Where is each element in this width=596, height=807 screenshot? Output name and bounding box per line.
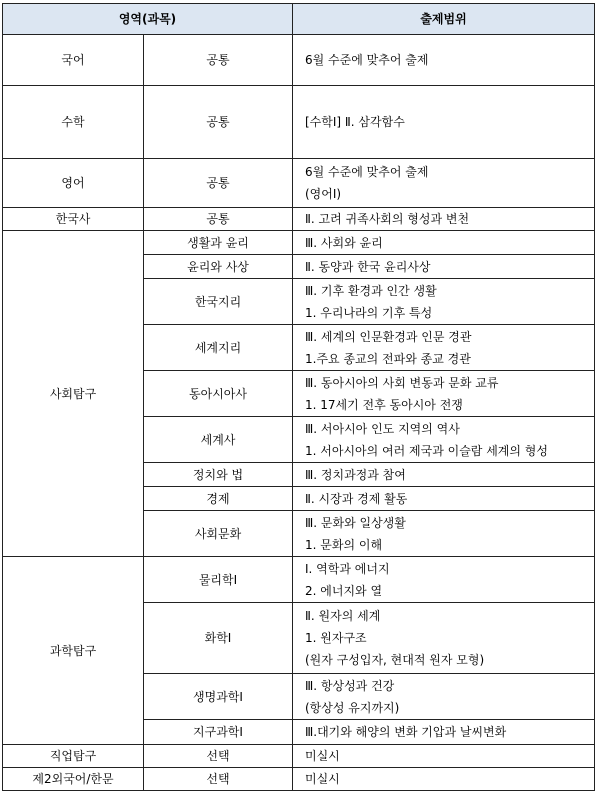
table-row (3, 557, 595, 603)
subject-cell: 공통 (144, 35, 293, 86)
subject-cell: 공통 (144, 208, 293, 231)
table-row (3, 159, 595, 208)
scope-cell (293, 511, 595, 557)
subject-cell: 지구과학Ⅰ (144, 720, 293, 745)
scope-line: Ⅲ. 기후 환경과 인간 생활 (305, 283, 437, 298)
scope-cell (293, 35, 595, 86)
scope-line: [수학Ⅰ] Ⅱ. 삼각함수 (305, 115, 405, 129)
subject-cell: 동아시아사 (144, 371, 293, 417)
scope-line: 6월 수준에 맞추어 출제 (305, 53, 429, 67)
scope-line: (영어Ⅰ) (305, 187, 342, 201)
scope-line: Ⅱ. 고려 귀족사회의 형성과 변천 (305, 212, 470, 226)
scope-line: Ⅱ. 동양과 한국 윤리사상 (305, 259, 431, 274)
header-scope: 출제범위 (293, 4, 595, 35)
scope-cell (293, 487, 595, 511)
subject-cell: 사회문화 (144, 511, 293, 557)
scope-cell (293, 86, 595, 159)
scope-line: Ⅲ. 서아시아 인도 지역의 역사 (305, 421, 460, 436)
scope-line: Ⅲ. 정치과정과 참여 (305, 467, 406, 482)
table-row (3, 35, 595, 86)
scope-line: Ⅱ. 시장과 경제 활동 (305, 491, 408, 506)
scope-cell (293, 208, 595, 231)
area-cell: 한국사 (3, 208, 144, 231)
table-row (3, 208, 595, 231)
subject-cell: 선택 (144, 745, 293, 768)
scope-cell (293, 325, 595, 371)
area-cell: 국어 (3, 35, 144, 86)
area-cell: 직업탐구 (3, 745, 144, 768)
subject-cell: 공통 (144, 86, 293, 159)
scope-line: 1.주요 종교의 전파와 종교 경관 (305, 351, 471, 366)
exam-scope-table (2, 3, 595, 791)
subject-cell: 경제 (144, 487, 293, 511)
scope-line: 1. 문화의 이해 (305, 537, 383, 552)
scope-cell (293, 745, 595, 768)
subject-cell: 화학Ⅰ (144, 603, 293, 674)
area-cell: 영어 (3, 159, 144, 208)
scope-line: 1. 원자구조 (305, 631, 367, 645)
area-cell: 제2외국어/한문 (3, 768, 144, 791)
area-cell: 과학탐구 (3, 557, 144, 745)
scope-line: Ⅲ. 항상성과 건강 (305, 678, 395, 693)
subject-cell: 정치와 법 (144, 463, 293, 487)
scope-line: 1. 17세기 전후 동아시아 전쟁 (305, 397, 463, 412)
scope-cell (293, 463, 595, 487)
scope-line: Ⅱ. 원자의 세계 (305, 609, 381, 623)
scope-line: Ⅲ. 사회와 윤리 (305, 235, 383, 250)
scope-line: 1. 서아시아의 여러 제국과 이슬람 세계의 형성 (305, 443, 548, 458)
table-row (3, 768, 595, 791)
subject-cell: 세계사 (144, 417, 293, 463)
header-area: 영역(과목) (3, 4, 293, 35)
subject-cell: 한국지리 (144, 279, 293, 325)
scope-line: 미실시 (305, 749, 340, 763)
scope-line: 6월 수준에 맞추어 출제 (305, 165, 429, 179)
header-row (3, 4, 595, 35)
scope-cell (293, 674, 595, 720)
scope-line: Ⅲ. 세계의 인문환경과 인문 경관 (305, 329, 472, 344)
table-row (3, 745, 595, 768)
scope-line: Ⅲ.대기와 해양의 변화 기압과 날씨변화 (305, 725, 507, 739)
scope-cell (293, 557, 595, 603)
scope-cell (293, 768, 595, 791)
scope-line: (원자 구성입자, 현대적 원자 모형) (305, 653, 485, 667)
scope-line: 2. 에너지와 열 (305, 583, 383, 598)
scope-line: Ⅲ. 문화와 일상생활 (305, 515, 406, 530)
scope-cell (293, 720, 595, 745)
scope-line: Ⅰ. 역학과 에너지 (305, 561, 390, 576)
subject-cell: 생활과 윤리 (144, 231, 293, 255)
scope-cell (293, 279, 595, 325)
scope-line: 미실시 (305, 772, 340, 786)
scope-line: 1. 우리나라의 기후 특성 (305, 305, 433, 320)
scope-cell (293, 255, 595, 279)
area-cell: 수학 (3, 86, 144, 159)
scope-line: Ⅲ. 동아시아의 사회 변동과 문화 교류 (305, 375, 499, 390)
table-row (3, 86, 595, 159)
subject-cell: 물리학Ⅰ (144, 557, 293, 603)
scope-line: (항상성 유지까지) (305, 700, 400, 715)
subject-cell: 세계지리 (144, 325, 293, 371)
scope-cell (293, 231, 595, 255)
scope-cell (293, 417, 595, 463)
subject-cell: 생명과학Ⅰ (144, 674, 293, 720)
scope-cell (293, 371, 595, 417)
subject-cell: 공통 (144, 159, 293, 208)
table-row (3, 231, 595, 255)
scope-cell (293, 159, 595, 208)
subject-cell: 윤리와 사상 (144, 255, 293, 279)
area-cell: 사회탐구 (3, 231, 144, 557)
scope-cell (293, 603, 595, 674)
subject-cell: 선택 (144, 768, 293, 791)
